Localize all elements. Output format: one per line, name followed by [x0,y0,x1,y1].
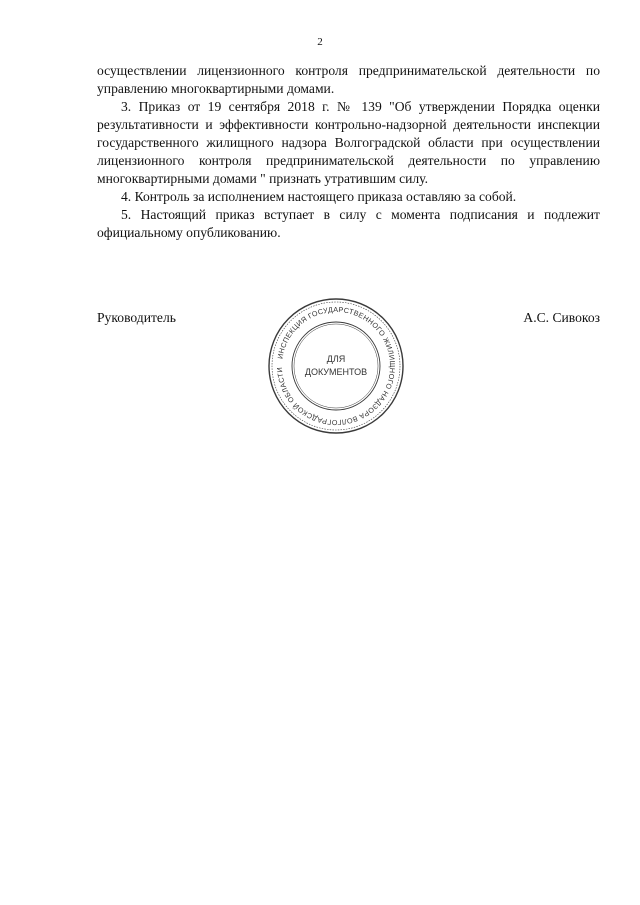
paragraph-item-3: 3. Приказ от 19 сентября 2018 г. № 139 "Об утверждении Порядка оценки результативности и эффективности контрольно-надзорной деятельности инспекции государственного жилищного надзора Волгоградской области при осуществлении лицензионного контроля предпринимательской деятельности по управлению многоквартирными домами " признать утратившим силу. [97,99,600,186]
paragraph-item-4: 4. Контроль за исполнением настоящего приказа оставляю за собой. [121,189,517,204]
seal-center-line-2: ДОКУМЕНТОВ [304,367,368,377]
signature-title: Руководитель [97,310,176,325]
document-body [97,62,600,242]
paragraph-item-5: 5. Настоящий приказ вступает в силу с момента подписания и подлежит официальному опубликованию. [97,207,600,240]
official-seal-stamp [266,296,406,436]
page-number: 2 [317,36,323,48]
seal-center-line-1: ДЛЯ [326,354,346,364]
seal-ring-text: ИНСПЕКЦИЯ ГОСУДАРСТВЕННОГО ЖИЛИЩНОГО НАДЗОРА ВОЛГОГРАДСКОЙ ОБЛАСТИ [274,304,398,428]
signature-name: А.С. Сивокоз [523,310,600,325]
paragraph-continuation: осуществлении лицензионного контроля предпринимательской деятельности по управлению многоквартирными домами. [97,63,600,96]
